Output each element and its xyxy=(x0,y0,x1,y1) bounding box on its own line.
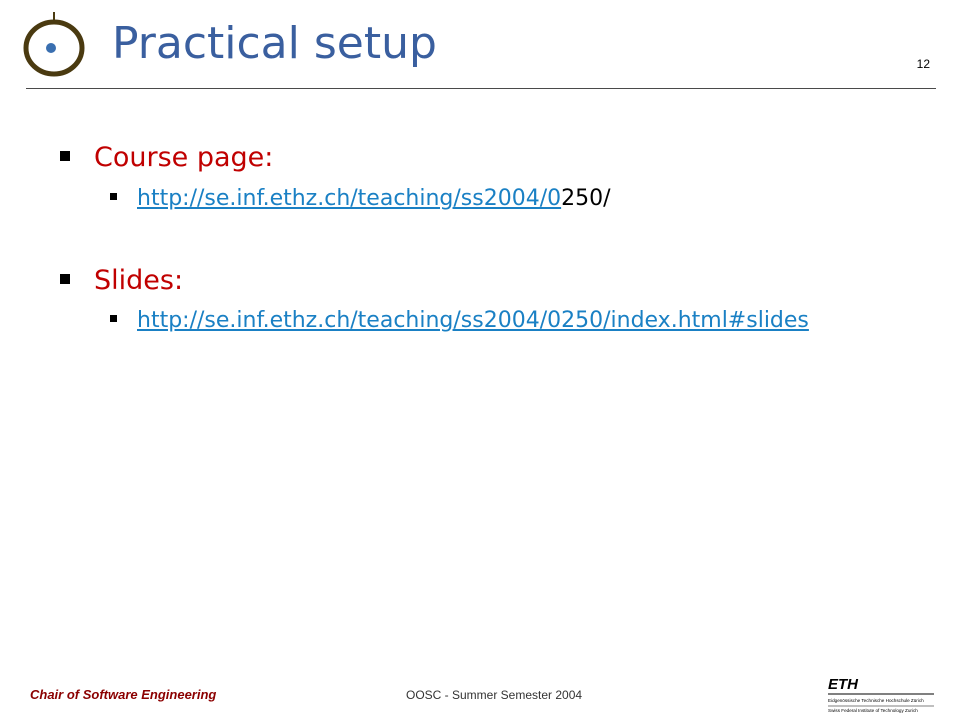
course-page-url-suffix: 250/ xyxy=(561,186,611,211)
title-divider xyxy=(26,88,936,89)
footer-course-name: OOSC - Summer Semester 2004 xyxy=(406,688,583,702)
bullet-label: Slides: xyxy=(94,265,184,296)
footer-chair-name: Chair of Software Engineering xyxy=(30,687,217,702)
square-bullet-icon xyxy=(60,151,70,161)
sub-bullet-slides-url xyxy=(110,308,809,333)
eth-logo-line1: Eidgenössische Technische Hochschule Zürich xyxy=(828,698,924,703)
eth-logo xyxy=(826,675,936,715)
course-page-link[interactable]: http://se.inf.ethz.ch/teaching/ss2004/0 xyxy=(137,186,562,211)
bullet-label: Course page: xyxy=(94,142,274,173)
eth-logo-line2: Swiss Federal Institute of Technology Zurich xyxy=(828,708,918,713)
bullet-slides xyxy=(60,265,183,296)
page-number: 12 xyxy=(916,57,930,71)
bullet-course-page xyxy=(60,142,273,173)
square-bullet-icon xyxy=(110,193,117,200)
square-bullet-icon xyxy=(60,274,70,284)
chair-logo-icon xyxy=(20,10,92,78)
slide-title: Practical setup xyxy=(112,18,437,69)
eth-logo-text: ETH xyxy=(828,676,858,693)
slides-link[interactable]: http://se.inf.ethz.ch/teaching/ss2004/0250/index.html#slides xyxy=(137,308,809,333)
sub-bullet-course-url xyxy=(110,186,611,211)
square-bullet-icon xyxy=(110,315,117,322)
